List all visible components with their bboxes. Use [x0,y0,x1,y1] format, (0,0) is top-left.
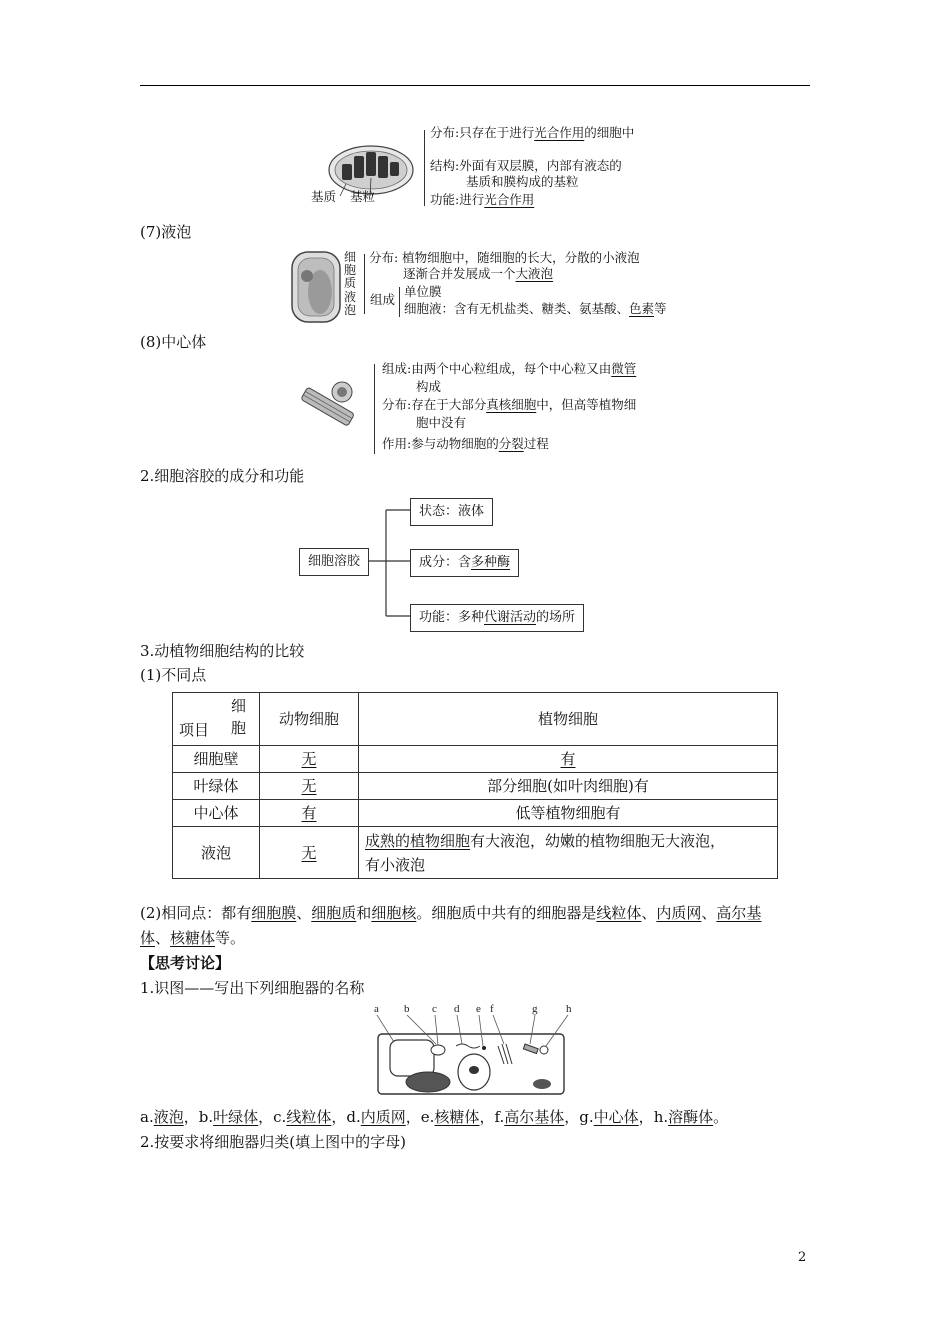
header-animal: 动物细胞 [260,693,359,746]
page-number: 2 [798,1250,807,1265]
row-item: 叶绿体 [173,773,260,800]
chloroplast-label-stroma: 基质 [311,189,337,204]
vacuole-distribution-line2: 逐渐合并发展成一个大液泡 [403,266,554,281]
header-rule [140,85,810,86]
centrosome-distribution-line2: 胞中没有 [416,415,467,430]
centrosome-brace [374,364,381,454]
row-plant: 低等植物细胞有 [359,800,778,827]
chloroplast-function: 功能:进行光合作用 [430,192,535,207]
row-animal: 无 [260,773,359,800]
vacuole-composition-label: 组成 [370,292,396,307]
table-row [173,827,778,879]
centrosome-heading: (8)中心体 [140,333,207,351]
fig-letter-b: b [404,1003,410,1015]
similarities-line1: (2)相同点：都有细胞膜、细胞质和细胞核。细胞质中共有的细胞器是线粒体、内质网、高尔基 [140,904,762,922]
vacuole-label-cytoplasm: 细胞质 [344,250,357,290]
vacuole-distribution-line1: 分布: 植物细胞中，随细胞的长大，分散的小液泡 [369,250,640,265]
cytosol-connectors [364,508,412,620]
cytosol-center-box: 细胞溶胶 [299,548,369,576]
header-plant: 植物细胞 [359,693,778,746]
compare-heading: 3.动植物细胞结构的比较 [140,642,305,660]
compare-subheading-differences: (1)不同点 [140,666,207,684]
row-item: 液泡 [173,827,260,879]
fig-letter-h: h [566,1003,572,1015]
fig-letter-g: g [532,1003,538,1015]
cytosol-function-box: 功能：多种代谢活动的场所 [410,604,584,632]
discussion-question-2: 2.按要求将细胞器归类(填上图中的字母) [140,1133,407,1151]
table-corner-cell [173,693,260,746]
row-plant: 有 [359,746,778,773]
chloroplast-structure-line2: 基质和膜构成的基粒 [466,174,579,189]
vacuole-composition-item2: 细胞液：含有无机盐类、糖类、氨基酸、色素等 [404,301,667,316]
centrosome-figure [296,378,360,434]
centrosome-function: 作用:参与动物细胞的分裂过程 [382,436,549,451]
row-item: 细胞壁 [173,746,260,773]
header-cell-top: 细胞 [231,697,247,737]
centrosome-composition-line2: 构成 [416,379,442,394]
fig-letter-c: c [432,1003,437,1015]
discussion-question-1: 1.识图——写出下列细胞器的名称 [140,979,365,997]
discussion-title: 【思考讨论】 [140,954,231,972]
centrosome-composition-line1: 组成:由两个中心粒组成，每个中心粒又由微管 [382,361,637,376]
row-plant: 成熟的植物细胞有大液泡，幼嫩的植物细胞无大液泡， 有小液泡 [359,827,778,879]
cytosol-heading: 2.细胞溶胶的成分和功能 [140,467,305,485]
row-plant: 部分细胞(如叶肉细胞)有 [359,773,778,800]
vacuole-composition-item1: 单位膜 [404,284,442,299]
centrosome-distribution-line1: 分布:存在于大部分真核细胞中，但高等植物细 [382,397,637,412]
organelle-answers: a.液泡，b.叶绿体，c.线粒体，d.内质网，e.核糖体，f.高尔基体，g.中心体，h.溶酶体。 [140,1108,729,1126]
table-row [173,773,778,800]
fig-letter-e: e [476,1003,481,1015]
vacuole-figure [290,250,342,324]
comparison-table [172,692,778,879]
table-row [173,800,778,827]
row-item: 中心体 [173,800,260,827]
cytosol-state-box: 状态：液体 [410,498,493,526]
fig-letter-a: a [374,1003,379,1015]
vacuole-label-vacuole: 液泡 [344,290,357,317]
fig-letter-f: f [490,1003,494,1015]
vacuole-heading: (7)液泡 [140,223,192,241]
similarities-line2: 体、核糖体等。 [140,929,246,947]
cell-organelles-figure [370,1002,570,1098]
row-animal: 无 [260,746,359,773]
table-header-row [173,693,778,746]
chloroplast-label-grana: 基粒 [350,189,376,204]
cytosol-composition-box: 成分：含多种酶 [410,549,519,577]
table-row [173,746,778,773]
row-animal: 有 [260,800,359,827]
row-animal: 无 [260,827,359,879]
chloroplast-structure-line1: 结构:外面有双层膜，内部有液态的 [430,158,622,173]
fig-letter-d: d [454,1003,460,1015]
chloroplast-distribution: 分布:只存在于进行光合作用的细胞中 [430,125,635,140]
header-item-label: 项目 [179,721,210,739]
